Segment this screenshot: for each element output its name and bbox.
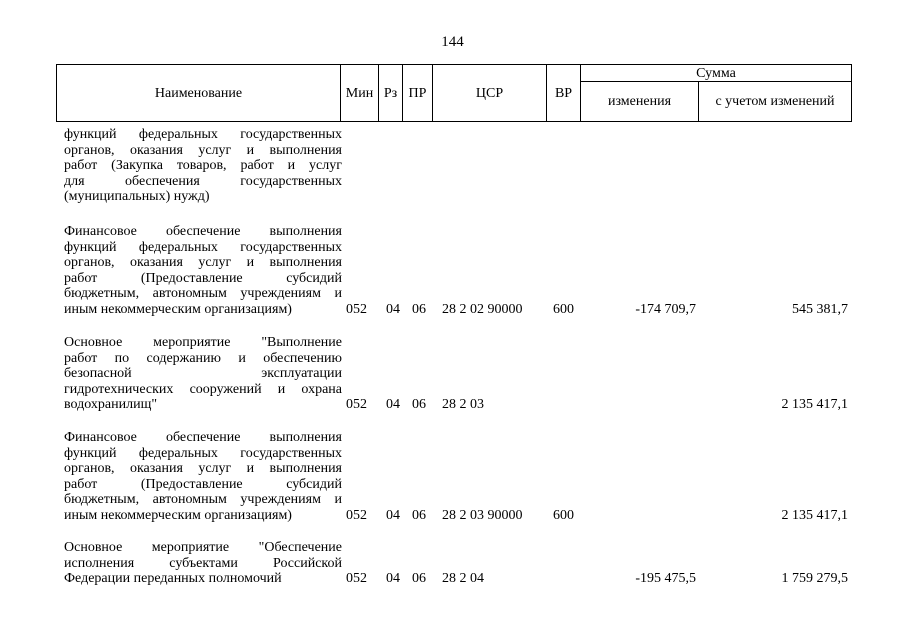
- row-name-line: органов, оказания услуг и выполнения: [64, 461, 342, 477]
- row-name-line: водохранилищ": [64, 397, 158, 413]
- row-vr: 600: [553, 302, 574, 317]
- header-sum: Сумма: [581, 65, 852, 82]
- row-total: 545 381,7: [792, 302, 848, 317]
- row-name: [64, 540, 342, 587]
- row-csr: 28 2 03 90000: [442, 508, 523, 523]
- row-name-line: иным некоммерческим организациям): [64, 507, 292, 523]
- row-rz: 04: [386, 571, 400, 587]
- header-name: Наименование: [57, 65, 341, 122]
- header-min: Мин: [341, 65, 379, 122]
- row-name: [64, 335, 342, 413]
- row-name-line: Финансовое обеспечение выполнения: [64, 430, 342, 445]
- row-name-line: иным некоммерческим организациям): [64, 301, 292, 317]
- header-with-changes: с учетом изменений: [699, 82, 852, 122]
- row-vr: 600: [553, 508, 574, 523]
- row-min: 052: [346, 508, 367, 523]
- row-pr: 06: [412, 571, 426, 587]
- row-name-line: органов, оказания услуг и выполнения: [64, 255, 342, 271]
- header-csr: ЦСР: [433, 65, 547, 122]
- row-pr: 06: [412, 508, 426, 523]
- row-name-line: бюджетным, автономным учреждениям и: [64, 492, 342, 508]
- row-rz: 04: [386, 397, 400, 413]
- row-change: -195 475,5: [635, 571, 696, 587]
- row-min: 052: [346, 302, 367, 317]
- row-pr: 06: [412, 302, 426, 317]
- row-name-line: работ (Закупка товаров, работ и услуг: [64, 158, 342, 174]
- row-rz: 04: [386, 302, 400, 317]
- row-name-line: бюджетным, автономным учреждениям и: [64, 286, 342, 302]
- row-csr: 28 2 02 90000: [442, 302, 523, 317]
- header-rz: Рз: [379, 65, 403, 122]
- row-name-line: органов, оказания услуг и выполнения: [64, 142, 342, 158]
- header-change: изменения: [581, 82, 699, 122]
- row-name-line: функций федеральных государственных: [64, 127, 342, 142]
- row-name-line: Финансовое обеспечение выполнения: [64, 224, 342, 239]
- row-name-line: безопасной эксплуатации: [64, 366, 342, 382]
- row-name: [64, 224, 342, 318]
- row-name: [64, 430, 342, 524]
- row-name-line: Федерации переданных полномочий: [64, 571, 282, 587]
- table-header: [56, 64, 852, 122]
- page-number: 144: [441, 34, 464, 50]
- row-name: [64, 127, 342, 205]
- row-total: 2 135 417,1: [781, 397, 848, 413]
- row-name-line: работ (Предоставление субсидий: [64, 476, 342, 492]
- row-name-line: работ по содержанию и обеспечению: [64, 350, 342, 366]
- header-vr: ВР: [547, 65, 581, 122]
- row-name-line: Основное мероприятие "Обеспечение: [64, 540, 342, 555]
- row-name-line: (муниципальных) нужд): [64, 189, 210, 205]
- row-csr: 28 2 03: [442, 397, 484, 413]
- row-min: 052: [346, 571, 367, 587]
- row-rz: 04: [386, 508, 400, 523]
- header-pr: ПР: [403, 65, 433, 122]
- row-pr: 06: [412, 397, 426, 413]
- row-name-line: исполнения субъектами Российской: [64, 555, 342, 571]
- row-name-line: функций федеральных государственных: [64, 239, 342, 255]
- row-change: -174 709,7: [635, 302, 696, 317]
- row-name-line: для обеспечения государственных: [64, 173, 342, 189]
- row-name-line: работ (Предоставление субсидий: [64, 270, 342, 286]
- row-total: 2 135 417,1: [781, 508, 848, 523]
- table-body: [56, 127, 851, 640]
- row-total: 1 759 279,5: [781, 571, 848, 587]
- row-name-line: Основное мероприятие "Выполнение: [64, 335, 342, 350]
- row-name-line: гидротехнических сооружений и охрана: [64, 381, 342, 397]
- row-min: 052: [346, 397, 367, 413]
- row-csr: 28 2 04: [442, 571, 484, 587]
- row-name-line: функций федеральных государственных: [64, 445, 342, 461]
